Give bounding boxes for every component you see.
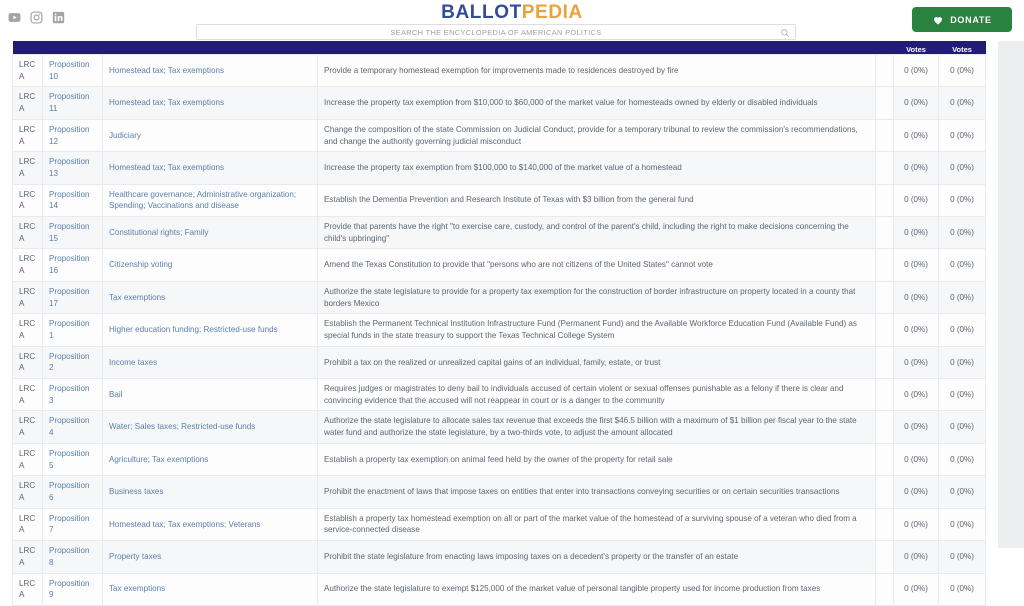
table-row bbox=[13, 476, 986, 508]
table-row bbox=[13, 314, 986, 346]
table-row bbox=[13, 87, 986, 119]
col-header-measure[interactable] bbox=[43, 41, 103, 55]
measures-table bbox=[12, 41, 986, 606]
cell-measure[interactable] bbox=[43, 411, 103, 443]
cell-topic[interactable] bbox=[103, 346, 318, 378]
col-header-blank bbox=[876, 41, 894, 55]
cell-topic-link[interactable]: Tax exemptions bbox=[109, 292, 166, 302]
cell-topic-link[interactable]: Agriculture; Tax exemptions bbox=[109, 454, 209, 464]
cell-topic[interactable] bbox=[103, 217, 318, 249]
cell-topic[interactable] bbox=[103, 476, 318, 508]
cell-description: Authorize the state legislature to provide for a property tax exemption for the construction of border infrastructure on property located in a county that borders Mexico bbox=[318, 281, 876, 313]
cell-measure-link[interactable]: Proposition 4 bbox=[49, 416, 90, 438]
cell-topic-link[interactable]: Business taxes bbox=[109, 487, 164, 497]
cell-measure[interactable] bbox=[43, 314, 103, 346]
cell-topic-link[interactable]: Homestead tax; Tax exemptions bbox=[109, 163, 225, 173]
col-header-no-votes[interactable]: Votes bbox=[939, 41, 986, 55]
right-gutter bbox=[997, 35, 1024, 548]
cell-no-votes: 0 (0%) bbox=[939, 281, 986, 313]
cell-yes-votes: 0 (0%) bbox=[894, 411, 939, 443]
cell-blank bbox=[876, 541, 894, 573]
cell-topic-link[interactable]: Income taxes bbox=[109, 357, 158, 367]
cell-type: LRCA bbox=[13, 476, 43, 508]
cell-description: Establish a property tax exemption on animal feed held by the owner of the property for retail sale bbox=[318, 443, 876, 475]
cell-no-votes: 0 (0%) bbox=[939, 55, 986, 87]
table-row bbox=[13, 411, 986, 443]
col-header-yes-votes[interactable]: Votes bbox=[894, 41, 939, 55]
cell-type: LRCA bbox=[13, 346, 43, 378]
cell-measure[interactable] bbox=[43, 281, 103, 313]
cell-no-votes: 0 (0%) bbox=[939, 508, 986, 540]
cell-no-votes: 0 (0%) bbox=[939, 249, 986, 281]
cell-topic[interactable] bbox=[103, 87, 318, 119]
site-header bbox=[0, 0, 1024, 41]
cell-description: Prohibit the state legislature from enacting laws imposing taxes on a decedent's property or the transfer of an estate bbox=[318, 541, 876, 573]
table-body bbox=[13, 55, 986, 606]
site-logo[interactable] bbox=[0, 3, 1024, 22]
cell-type: LRCA bbox=[13, 184, 43, 216]
table-row bbox=[13, 217, 986, 249]
cell-blank bbox=[876, 346, 894, 378]
cell-description: Provide a temporary homestead exemption for improvements made to residences destroyed by fire bbox=[318, 55, 876, 87]
cell-measure[interactable] bbox=[43, 87, 103, 119]
cell-topic[interactable] bbox=[103, 184, 318, 216]
search-input[interactable] bbox=[197, 25, 795, 39]
table-row bbox=[13, 249, 986, 281]
cell-topic[interactable] bbox=[103, 379, 318, 411]
cell-topic-link[interactable]: Citizenship voting bbox=[109, 260, 173, 270]
cell-topic[interactable] bbox=[103, 281, 318, 313]
cell-description: Establish the Permanent Technical Institution Infrastructure Fund (Permanent Fund) and the Available Workforce Education Fund (Available Fund) as special funds in the state treasury to support the Texas Technical College System bbox=[318, 314, 876, 346]
table-row bbox=[13, 443, 986, 475]
cell-blank bbox=[876, 249, 894, 281]
cell-topic-link[interactable]: Tax exemptions bbox=[109, 584, 166, 594]
cell-type: LRCA bbox=[13, 573, 43, 605]
cell-topic-link[interactable]: Homestead tax; Tax exemptions; Veterans bbox=[109, 519, 261, 529]
cell-topic[interactable] bbox=[103, 314, 318, 346]
cell-topic-link[interactable]: Water; Sales taxes; Restricted-use funds bbox=[109, 422, 256, 432]
cell-blank bbox=[876, 379, 894, 411]
cell-topic-link[interactable]: Higher education funding; Restricted-use funds bbox=[109, 325, 278, 335]
cell-measure[interactable] bbox=[43, 152, 103, 184]
cell-yes-votes: 0 (0%) bbox=[894, 443, 939, 475]
cell-topic[interactable] bbox=[103, 119, 318, 151]
cell-blank bbox=[876, 281, 894, 313]
table-row bbox=[13, 346, 986, 378]
table-row bbox=[13, 541, 986, 573]
table-row bbox=[13, 119, 986, 151]
cell-type: LRCA bbox=[13, 87, 43, 119]
cell-topic-link[interactable]: Bail bbox=[109, 389, 123, 399]
cell-yes-votes: 0 (0%) bbox=[894, 541, 939, 573]
cell-description: Authorize the state legislature to allocate sales tax revenue that exceeds the first $46.5 billion with a maximum of $1 billion per fiscal year to the state water fund and authorize the state legislature, by a two-thirds vote, to adjust the amount allocated bbox=[318, 411, 876, 443]
cell-description: Increase the property tax exemption from $10,000 to $60,000 of the market value for homesteads owned by elderly or disabled individuals bbox=[318, 87, 876, 119]
cell-measure-link[interactable]: Proposition 15 bbox=[49, 222, 90, 243]
cell-blank bbox=[876, 314, 894, 346]
measures-table-container bbox=[12, 41, 998, 600]
cell-blank bbox=[876, 119, 894, 151]
cell-yes-votes: 0 (0%) bbox=[894, 217, 939, 249]
cell-topic[interactable] bbox=[103, 55, 318, 87]
cell-type: LRCA bbox=[13, 119, 43, 151]
cell-measure-link[interactable]: Proposition 1 bbox=[49, 319, 90, 340]
cell-topic[interactable] bbox=[103, 541, 318, 573]
cell-measure-link[interactable]: Proposition 14 bbox=[49, 189, 90, 211]
search-box[interactable] bbox=[196, 24, 796, 40]
cell-description: Prohibit the enactment of laws that impose taxes on entities that enter into transactions conveying securities or on certain securities transactions bbox=[318, 476, 876, 508]
cell-yes-votes: 0 (0%) bbox=[894, 476, 939, 508]
cell-blank bbox=[876, 152, 894, 184]
cell-blank bbox=[876, 217, 894, 249]
cell-measure-link[interactable]: Proposition 12 bbox=[49, 124, 90, 146]
cell-description: Authorize the state legislature to exempt $125,000 of the market value of personal tangible property used for income production from taxes bbox=[318, 573, 876, 605]
cell-no-votes: 0 (0%) bbox=[939, 443, 986, 475]
cell-yes-votes: 0 (0%) bbox=[894, 508, 939, 540]
cell-measure-link[interactable]: Proposition 11 bbox=[49, 92, 90, 114]
cell-description: Change the composition of the state Commission on Judicial Conduct, provide for a temporary tribunal to review the commission's recommendations, and change the authority governing judicial misconduct bbox=[318, 119, 876, 151]
cell-blank bbox=[876, 184, 894, 216]
cell-measure-link[interactable]: Proposition 3 bbox=[49, 384, 90, 405]
cell-measure-link[interactable]: Proposition 6 bbox=[49, 481, 90, 502]
cell-topic[interactable] bbox=[103, 152, 318, 184]
cell-measure[interactable] bbox=[43, 508, 103, 540]
brand-text-ballot: BALLOT bbox=[441, 2, 522, 23]
cell-yes-votes: 0 (0%) bbox=[894, 573, 939, 605]
cell-type: LRCA bbox=[13, 314, 43, 346]
cell-topic-link[interactable]: Property taxes bbox=[109, 551, 162, 561]
brand-text-pedia: PEDIA bbox=[521, 2, 583, 23]
cell-type: LRCA bbox=[13, 379, 43, 411]
cell-measure[interactable] bbox=[43, 249, 103, 281]
table-row bbox=[13, 55, 986, 87]
cell-measure[interactable] bbox=[43, 541, 103, 573]
cell-yes-votes: 0 (0%) bbox=[894, 87, 939, 119]
cell-description: Increase the property tax exemption from $100,000 to $140,000 of the market value of a homestead bbox=[318, 152, 876, 184]
cell-no-votes: 0 (0%) bbox=[939, 379, 986, 411]
cell-no-votes: 0 (0%) bbox=[939, 346, 986, 378]
cell-topic[interactable] bbox=[103, 573, 318, 605]
cell-measure-link[interactable]: Proposition 17 bbox=[49, 286, 90, 308]
cell-no-votes: 0 (0%) bbox=[939, 87, 986, 119]
cell-yes-votes: 0 (0%) bbox=[894, 379, 939, 411]
cell-topic-link[interactable]: Homestead tax; Tax exemptions bbox=[109, 98, 225, 108]
cell-topic[interactable] bbox=[103, 411, 318, 443]
cell-measure-link[interactable]: Proposition 8 bbox=[49, 546, 90, 567]
cell-measure-link[interactable]: Proposition 9 bbox=[49, 578, 90, 600]
cell-measure-link[interactable]: Proposition 2 bbox=[49, 351, 90, 373]
cell-measure[interactable] bbox=[43, 346, 103, 378]
cell-yes-votes: 0 (0%) bbox=[894, 314, 939, 346]
col-header-description[interactable] bbox=[318, 41, 876, 55]
cell-measure-link[interactable]: Proposition 5 bbox=[49, 448, 90, 470]
cell-measure-link[interactable]: Proposition 13 bbox=[49, 157, 90, 178]
table-row bbox=[13, 152, 986, 184]
cell-topic[interactable] bbox=[103, 508, 318, 540]
donate-button[interactable] bbox=[912, 7, 1012, 32]
cell-blank bbox=[876, 411, 894, 443]
cell-yes-votes: 0 (0%) bbox=[894, 119, 939, 151]
cell-blank bbox=[876, 476, 894, 508]
table-row bbox=[13, 281, 986, 313]
cell-type: LRCA bbox=[13, 281, 43, 313]
cell-measure[interactable] bbox=[43, 443, 103, 475]
cell-description: Provide that parents have the right "to exercise care, custody, and control of the parent's child, including the right to make decisions concerning the child's upbringing" bbox=[318, 217, 876, 249]
cell-measure[interactable] bbox=[43, 476, 103, 508]
cell-no-votes: 0 (0%) bbox=[939, 184, 986, 216]
cell-measure-link[interactable]: Proposition 16 bbox=[49, 254, 90, 276]
table-row bbox=[13, 379, 986, 411]
cell-no-votes: 0 (0%) bbox=[939, 119, 986, 151]
cell-measure-link[interactable]: Proposition 10 bbox=[49, 60, 90, 81]
cell-description: Amend the Texas Constitution to provide that "persons who are not citizens of the United States" cannot vote bbox=[318, 249, 876, 281]
cell-type: LRCA bbox=[13, 541, 43, 573]
table-header bbox=[13, 41, 986, 55]
cell-type: LRCA bbox=[13, 55, 43, 87]
cell-blank bbox=[876, 87, 894, 119]
cell-yes-votes: 0 (0%) bbox=[894, 55, 939, 87]
col-header-type[interactable] bbox=[13, 41, 43, 55]
search-icon[interactable] bbox=[780, 28, 790, 38]
cell-no-votes: 0 (0%) bbox=[939, 573, 986, 605]
cell-type: LRCA bbox=[13, 508, 43, 540]
table-row bbox=[13, 184, 986, 216]
cell-measure[interactable] bbox=[43, 119, 103, 151]
cell-measure[interactable] bbox=[43, 184, 103, 216]
cell-topic[interactable] bbox=[103, 249, 318, 281]
cell-blank bbox=[876, 508, 894, 540]
cell-description: Requires judges or magistrates to deny bail to individuals accused of certain violent or sexual offenses punishable as a felony if there is clear and convincing evidence that the accused will not reappear in court or is a danger to the community bbox=[318, 379, 876, 411]
cell-no-votes: 0 (0%) bbox=[939, 152, 986, 184]
cell-no-votes: 0 (0%) bbox=[939, 314, 986, 346]
cell-measure[interactable] bbox=[43, 55, 103, 87]
cell-measure-link[interactable]: Proposition 7 bbox=[49, 513, 90, 535]
cell-type: LRCA bbox=[13, 411, 43, 443]
cell-measure[interactable] bbox=[43, 217, 103, 249]
cell-no-votes: 0 (0%) bbox=[939, 217, 986, 249]
cell-yes-votes: 0 (0%) bbox=[894, 281, 939, 313]
cell-no-votes: 0 (0%) bbox=[939, 541, 986, 573]
col-header-topic[interactable] bbox=[103, 41, 318, 55]
cell-type: LRCA bbox=[13, 443, 43, 475]
cell-topic-link[interactable]: Healthcare governance; Administrative organization; Spending; Vaccinations and disease bbox=[109, 189, 297, 211]
cell-blank bbox=[876, 573, 894, 605]
cell-topic[interactable] bbox=[103, 443, 318, 475]
cell-topic-link[interactable]: Homestead tax; Tax exemptions bbox=[109, 65, 225, 75]
cell-blank bbox=[876, 443, 894, 475]
left-gutter bbox=[0, 35, 12, 548]
cell-no-votes: 0 (0%) bbox=[939, 411, 986, 443]
cell-yes-votes: 0 (0%) bbox=[894, 249, 939, 281]
cell-yes-votes: 0 (0%) bbox=[894, 346, 939, 378]
table-row bbox=[13, 573, 986, 605]
cell-topic-link[interactable]: Constitutional rights; Family bbox=[109, 227, 209, 237]
cell-blank bbox=[876, 55, 894, 87]
donate-label: DONATE bbox=[950, 14, 992, 25]
cell-measure[interactable] bbox=[43, 379, 103, 411]
cell-type: LRCA bbox=[13, 217, 43, 249]
cell-description: Establish the Dementia Prevention and Research Institute of Texas with $3 billion from the general fund bbox=[318, 184, 876, 216]
cell-description: Establish a property tax homestead exemption on all or part of the market value of the homestead of a surviving spouse of a veteran who died from a service-connected disease bbox=[318, 508, 876, 540]
cell-no-votes: 0 (0%) bbox=[939, 476, 986, 508]
cell-measure[interactable] bbox=[43, 573, 103, 605]
cell-yes-votes: 0 (0%) bbox=[894, 184, 939, 216]
heart-icon bbox=[932, 14, 944, 26]
cell-yes-votes: 0 (0%) bbox=[894, 152, 939, 184]
cell-type: LRCA bbox=[13, 249, 43, 281]
cell-type: LRCA bbox=[13, 152, 43, 184]
cell-description: Prohibit a tax on the realized or unrealized capital gains of an individual, family, estate, or trust bbox=[318, 346, 876, 378]
cell-topic-link[interactable]: Judiciary bbox=[109, 130, 141, 140]
table-header-row bbox=[13, 41, 986, 55]
table-row bbox=[13, 508, 986, 540]
